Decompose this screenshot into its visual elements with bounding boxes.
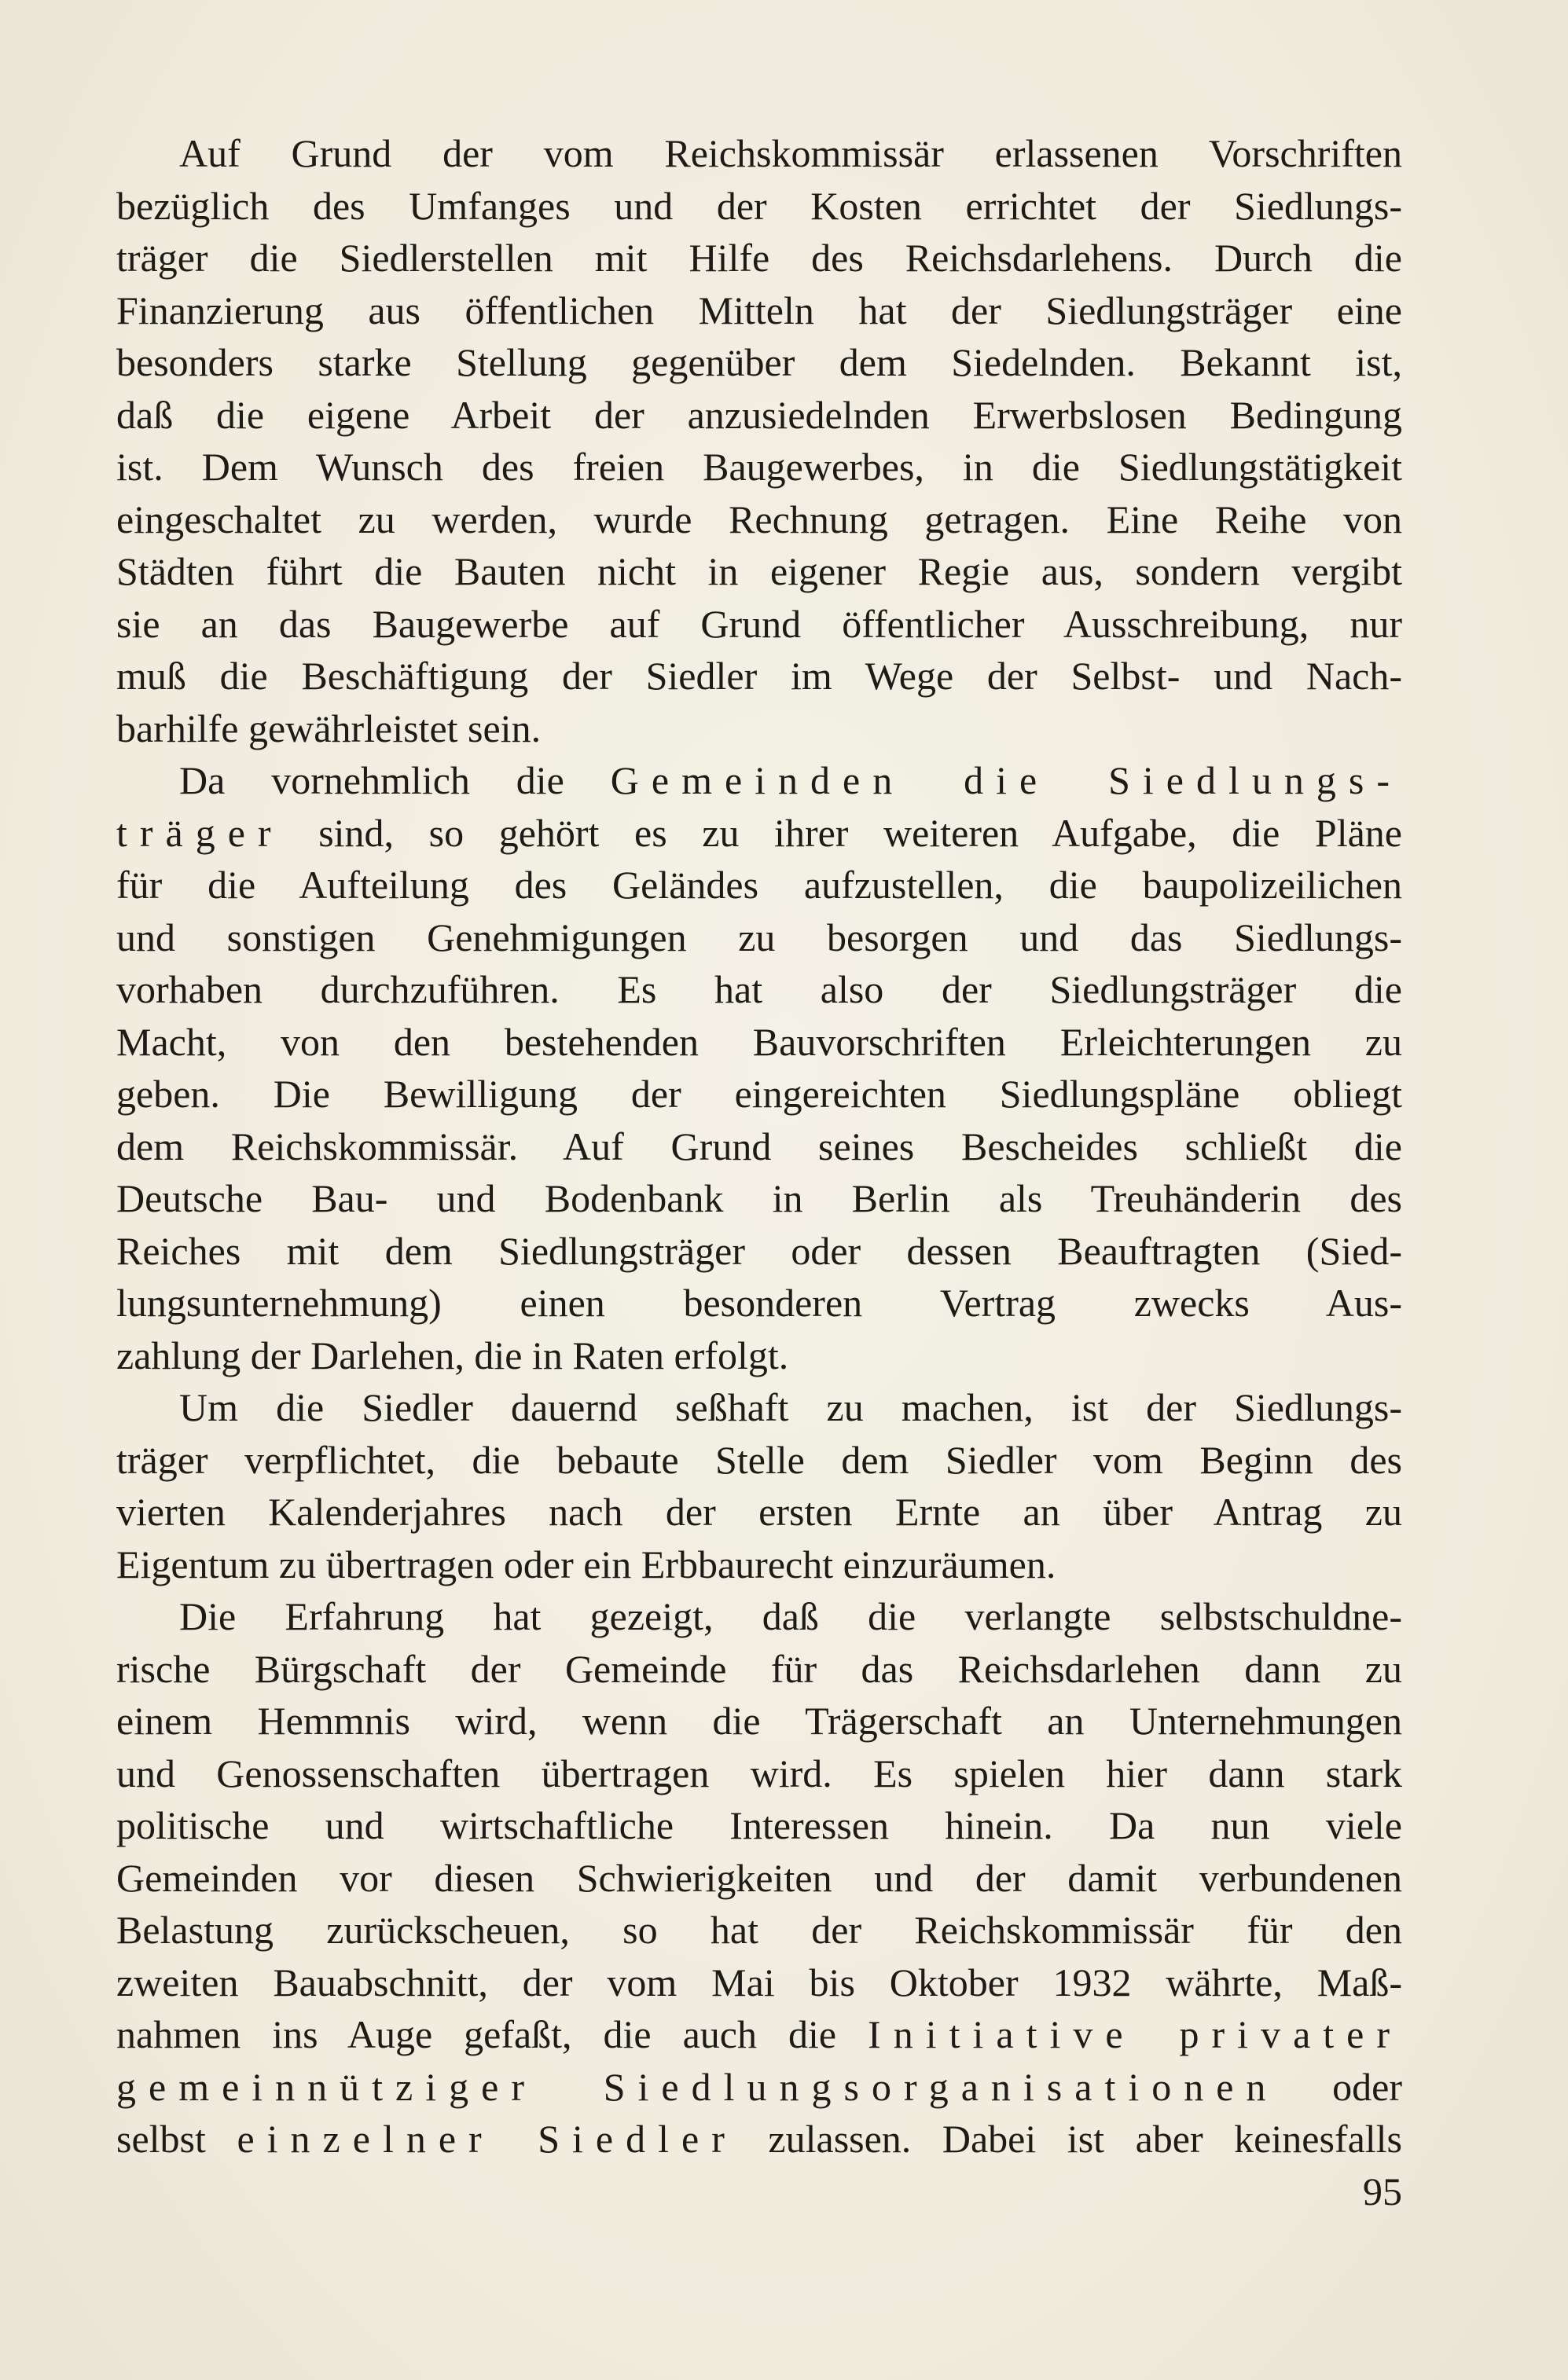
- text-line: träger verpflichtet, die bebaute Stelle dem Siedler vom Beginn des: [116, 1437, 1402, 1482]
- text-line: sie an das Baugewerbe auf Grund öffentlicher Ausschreibung, nur: [116, 601, 1402, 646]
- text-line-mixed: [116, 2113, 1402, 2165]
- text-line: Gemeinden vor diesen Schwierigkeiten und der damit verbundenen: [116, 1855, 1402, 1900]
- text-line: Macht, von den bestehenden Bauvorschriften Erleichterungen zu: [116, 1019, 1402, 1064]
- text-fragment: sind, so gehört es zu ihrer weiteren Aufgabe, die Pläne: [318, 810, 1403, 855]
- text-line: zahlung der Darlehen, die in Raten erfolgt.: [116, 1333, 789, 1377]
- text-line: daß die eigene Arbeit der anzusiedelnden Erwerbslosen Bedingung: [116, 392, 1402, 437]
- text-line: muß die Beschäftigung der Siedler im Wege der Selbst- und Nach-: [116, 654, 1402, 698]
- text-line: rische Bürgschaft der Gemeinde für das Reichsdarlehen dann zu: [116, 1646, 1402, 1691]
- text-line: und sonstigen Genehmigungen zu besorgen und das Siedlungs-: [116, 915, 1402, 959]
- spaced-emphasis: Initiative privater: [868, 2012, 1402, 2056]
- text-line: Eigentum zu übertragen oder ein Erbbaurecht einzuräumen.: [116, 1542, 1056, 1586]
- text-fragment: zulassen. Dabei ist aber keinesfalls: [768, 2117, 1403, 2161]
- text-line: besonders starke Stellung gegenüber dem Siedelnden. Bekannt ist,: [116, 340, 1402, 384]
- body-text: [116, 127, 1402, 2165]
- text-line-mixed: [116, 2008, 1402, 2061]
- text-line: Belastung zurückscheuen, so hat der Reichskommissär für den: [116, 1908, 1402, 1952]
- text-line: für die Aufteilung des Geländes aufzustellen, die baupolizeilichen: [116, 863, 1402, 907]
- text-line: und Genossenschaften übertragen wird. Es spielen hier dann stark: [116, 1751, 1402, 1795]
- text-line: einem Hemmnis wird, wenn die Trägerschaft an Unternehmungen: [116, 1699, 1402, 1743]
- text-fragment: Da vornehmlich die: [179, 758, 564, 802]
- text-line: vorhaben durchzuführen. Es hat also der Siedlungsträger die: [116, 967, 1402, 1011]
- spaced-emphasis: Gemeinden die Siedlungs-: [610, 758, 1402, 802]
- text-line: träger die Siedlerstellen mit Hilfe des Reichsdarlehens. Durch die: [116, 236, 1402, 280]
- text-line: Die Erfahrung hat gezeigt, daß die verlangte selbstschuldne-: [179, 1594, 1402, 1638]
- text-line: zweiten Bauabschnitt, der vom Mai bis Oktober 1932 währte, Maß-: [116, 1960, 1402, 2004]
- text-line: Städten führt die Bauten nicht in eigener Regie aus, sondern vergibt: [116, 549, 1402, 593]
- text-line-mixed: [116, 807, 1402, 860]
- text-line: vierten Kalenderjahres nach der ersten Ernte an über Antrag zu: [116, 1490, 1402, 1534]
- text-fragment: selbst: [116, 2117, 206, 2161]
- text-line: eingeschaltet zu werden, wurde Rechnung getragen. Eine Reihe von: [116, 497, 1402, 541]
- text-line: geben. Die Bewilligung der eingereichten Siedlungspläne obliegt: [116, 1072, 1402, 1116]
- text-line-mixed: [116, 754, 1402, 807]
- text-line: politische und wirtschaftliche Interessen hinein. Da nun viele: [116, 1803, 1402, 1847]
- spaced-emphasis: gemeinnütziger Siedlungsorganisationen: [116, 2064, 1279, 2109]
- text-line: lungsunternehmung) einen besonderen Vertrag zwecks Aus-: [116, 1281, 1402, 1325]
- spaced-emphasis: einzelner Siedler: [237, 2117, 737, 2161]
- text-line: barhilfe gewährleistet sein.: [116, 706, 542, 750]
- text-line: dem Reichskommissär. Auf Grund seines Bescheides schließt die: [116, 1124, 1402, 1168]
- page-number: 95: [1363, 2169, 1402, 2213]
- text-line: Finanzierung aus öffentlichen Mitteln hat der Siedlungsträger eine: [116, 288, 1402, 332]
- spaced-emphasis: träger: [116, 810, 284, 855]
- text-line: Um die Siedler dauernd seßhaft zu machen, ist der Siedlungs-: [179, 1385, 1402, 1429]
- text-fragment: nahmen ins Auge gefaßt, die auch die: [116, 2012, 837, 2056]
- text-line: Auf Grund der vom Reichskommissär erlassenen Vorschriften: [179, 131, 1402, 175]
- text-line: Deutsche Bau- und Bodenbank in Berlin als Treuhänderin des: [116, 1176, 1402, 1220]
- text-line: bezüglich des Umfanges und der Kosten errichtet der Siedlungs-: [116, 183, 1402, 228]
- text-line: Reiches mit dem Siedlungsträger oder dessen Beauftragten (Sied-: [116, 1228, 1402, 1273]
- text-line: ist. Dem Wunsch des freien Baugewerbes, in die Siedlungstätigkeit: [116, 445, 1402, 489]
- text-fragment: oder: [1332, 2064, 1402, 2109]
- text-line-mixed: [116, 2061, 1402, 2114]
